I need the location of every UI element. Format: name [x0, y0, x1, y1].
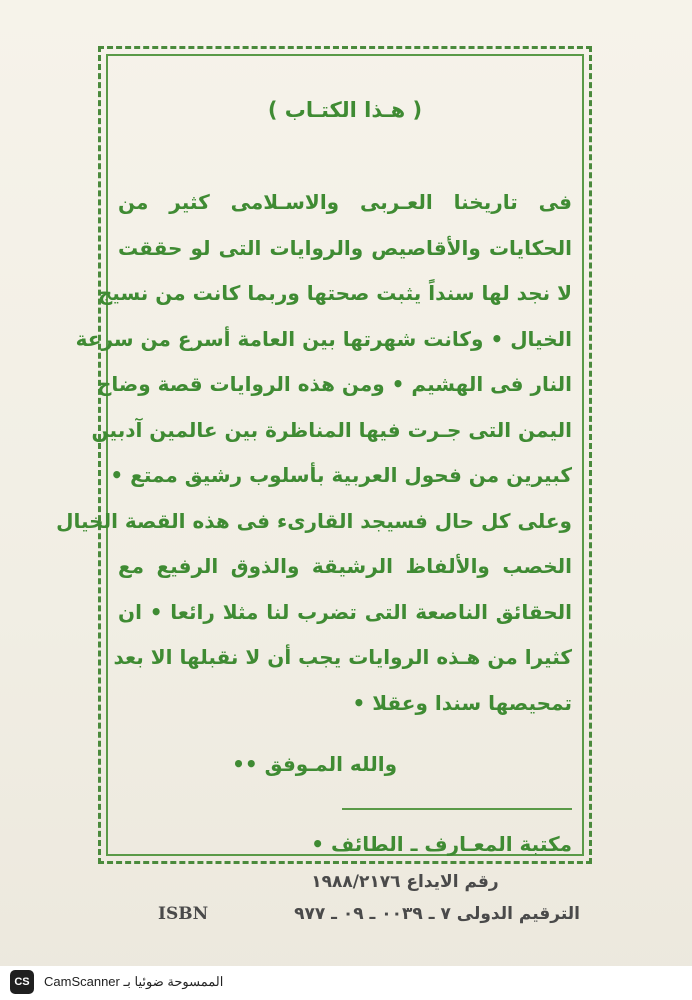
paragraph-line: اليمن التى جـرت فيها المناظرة بين عالمين آدبين [91, 417, 572, 442]
isbn-label: ISBN [158, 904, 209, 924]
scanner-arabic-text: الممسوحة ضوئيا بـ [123, 974, 224, 989]
paragraph-line: تمحيصها سندا وعقلا • [352, 690, 572, 715]
body-paragraph [56, 180, 572, 726]
publisher-name: مكتبة المعـارف ـ الطائف • [311, 832, 572, 856]
paragraph-line: لا نجد لها سنداً يثبت صحتها وربما كانت من نسيج [97, 281, 572, 305]
scanner-watermark-text [44, 974, 223, 990]
divider-line [342, 808, 572, 810]
paragraph-line: النار فى الهشيم • ومن هذه الروايات قصة وضاح [97, 372, 572, 396]
paragraph-line: فى تاريخنا العـربى والاسـلامى كثير من [118, 190, 572, 214]
deposit-number: رقم الايداع ١٩٨٨/٢١٧٦ [311, 872, 499, 892]
paragraph-line: الحقائق الناصعة التى تضرب لنا مثلا رائعا • ان [118, 599, 572, 624]
isbn-row [150, 904, 590, 932]
scanner-watermark-bar [0, 966, 692, 1000]
page-title: ( هـذا الكتـاب ) [267, 98, 423, 122]
paragraph-line: الخيال • وكانت شهرتها بين العامة أسرع من سرعة [75, 326, 572, 351]
paragraph-line: كبيرين من فحول العربية بأسلوب رشيق ممتع • [110, 463, 572, 487]
closing-line: والله المـوفق •• [232, 752, 397, 776]
scanner-app-name: CamScanner [44, 974, 120, 989]
frame-content [56, 90, 572, 862]
paragraph-line: كثيرا من هـذه الروايات يجب أن لا نقبلها الا بعد [113, 645, 572, 669]
paragraph-line: الحكايات والأقاصيص والروايات التى لو حققت [118, 235, 572, 260]
isbn-value: الترقيم الدولى ٧ ـ ٠٠٣٩ ـ ٠٩ ـ ٩٧٧ [294, 904, 580, 924]
camscanner-logo-icon: CS [10, 970, 34, 994]
paragraph-line: الخصب والألفاظ الرشيقة والذوق الرفيع مع [118, 554, 572, 578]
paragraph-line: وعلى كل حال فسيجد القارىء فى هذه القصة الخيال [56, 508, 572, 533]
